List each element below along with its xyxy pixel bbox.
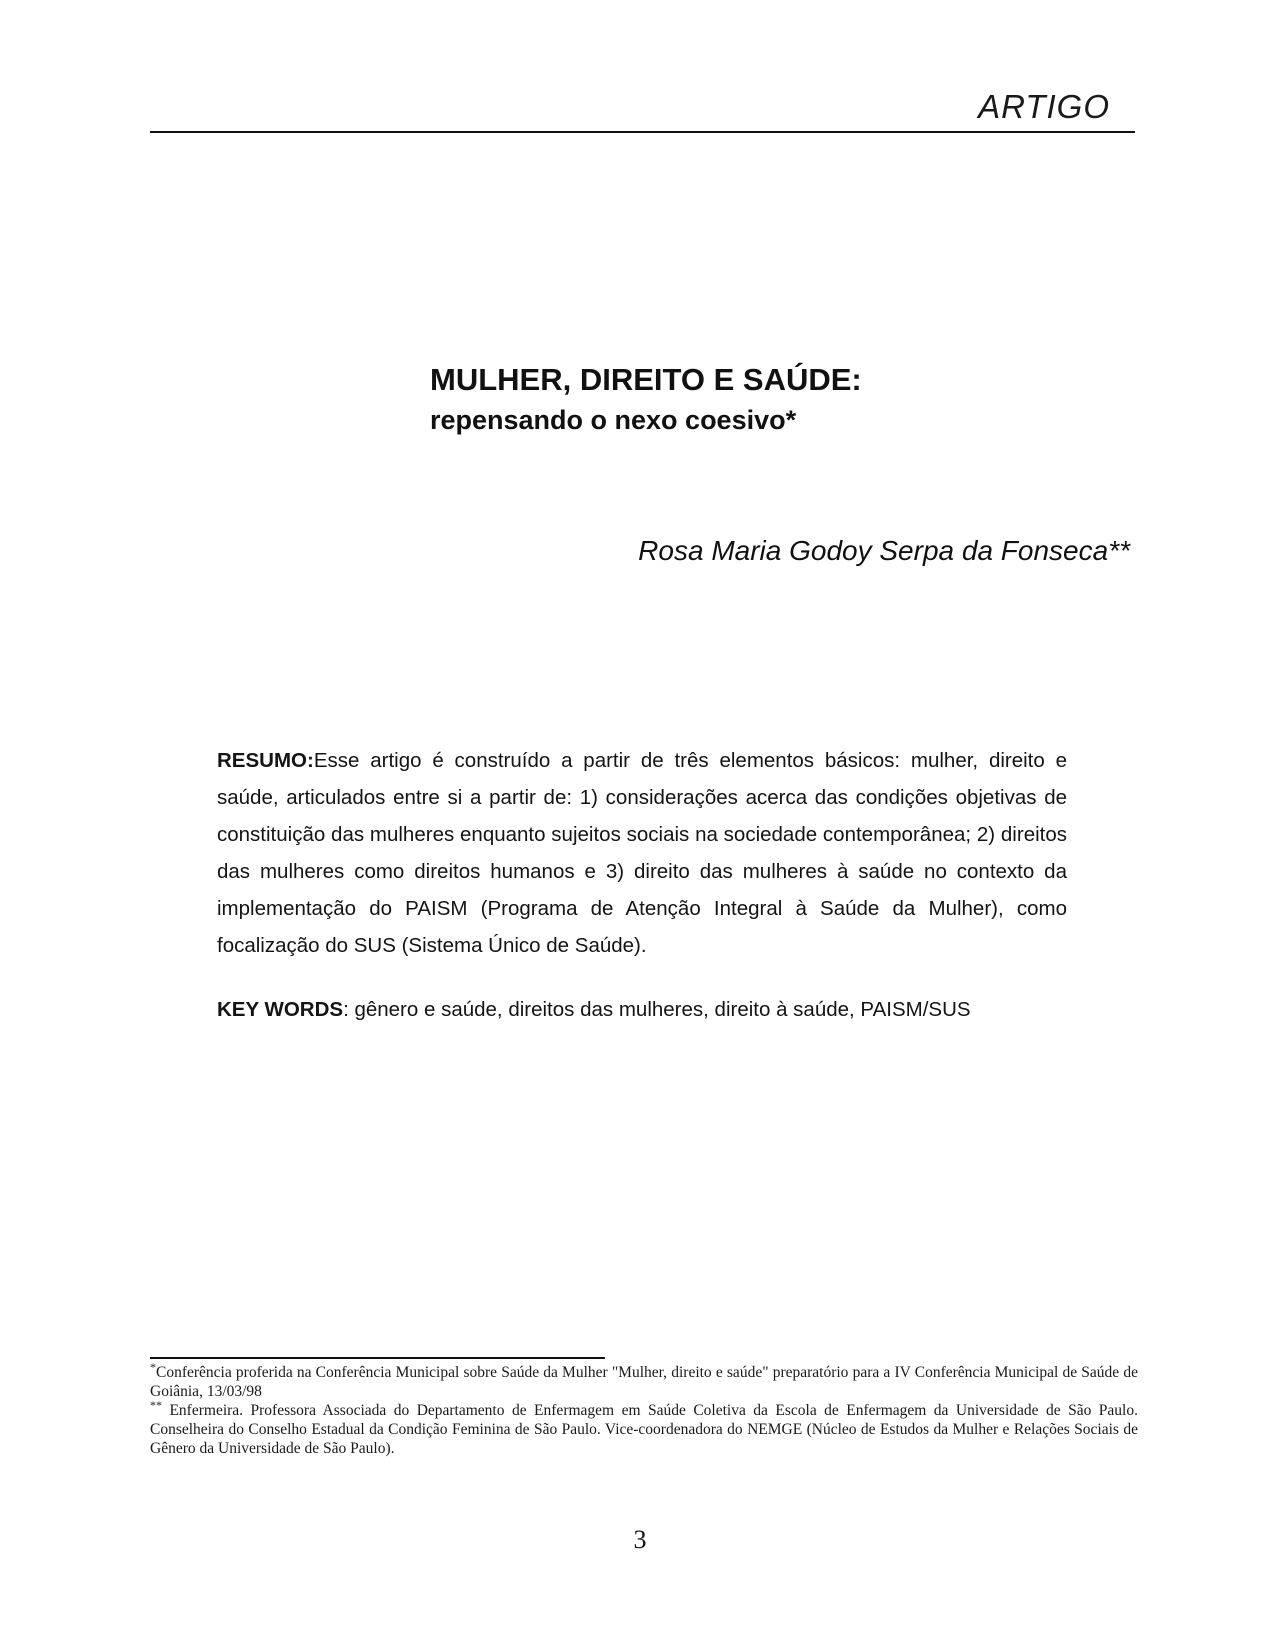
article-title: MULHER, DIREITO E SAÚDE: (430, 362, 862, 397)
abstract (217, 742, 1067, 964)
header-rule (150, 131, 1135, 133)
keywords (217, 995, 1067, 1025)
abstract-label: RESUMO: (217, 749, 314, 772)
page-number: 3 (633, 1525, 647, 1554)
footnotes (150, 1359, 1138, 1458)
section-label: ARTIGO (978, 88, 1110, 125)
footnote-2-mark: ** (150, 1397, 162, 1412)
footnote-1-mark: * (150, 1359, 156, 1374)
article-subtitle: repensando o nexo coesivo* (430, 405, 797, 435)
footnote-2 (150, 1397, 1138, 1458)
footnote-rule (150, 1357, 605, 1359)
abstract-text: Esse artigo é construído a partir de três elementos básicos: mulher, direito e saúde, articulados entre si a partir de: 1) considerações acerca das condições objetivas de constituição das mulheres enquanto sujeitos sociais na sociedade contemporânea; 2) direitos das mulheres como direitos humanos e 3) direito das mulheres à saúde no contexto da implementação do PAISM (Programa de Atenção Integral à Saúde da Mulher), como focalização do SUS (Sistema Único de Saúde). (217, 749, 1067, 957)
keywords-text: : gênero e saúde, direitos das mulheres, direito à saúde, PAISM/SUS (343, 998, 971, 1021)
title-block (430, 360, 1080, 440)
footnote-1 (150, 1359, 1138, 1401)
footnote-1-text: Conferência proferida na Conferência Municipal sobre Saúde da Mulher "Mulher, direito e saúde" preparatório para a IV Conferência Municipal de Saúde de Goiânia, 13/03/98 (150, 1364, 1138, 1400)
author-name: Rosa Maria Godoy Serpa da Fonseca** (638, 535, 1130, 566)
keywords-label: KEY WORDS (217, 998, 344, 1021)
footnote-2-text: Enfermeira. Professora Associada do Departamento de Enfermagem em Saúde Coletiva da Escola de Enfermagem da Universidade de São Paulo. Conselheira do Conselho Estadual da Condição Feminina de São Paulo. Vice-coordenadora do NEMGE (Núcleo de Estudos da Mulher e Relações Sociais de Gênero da Universidade de São Paulo). (150, 1402, 1138, 1457)
